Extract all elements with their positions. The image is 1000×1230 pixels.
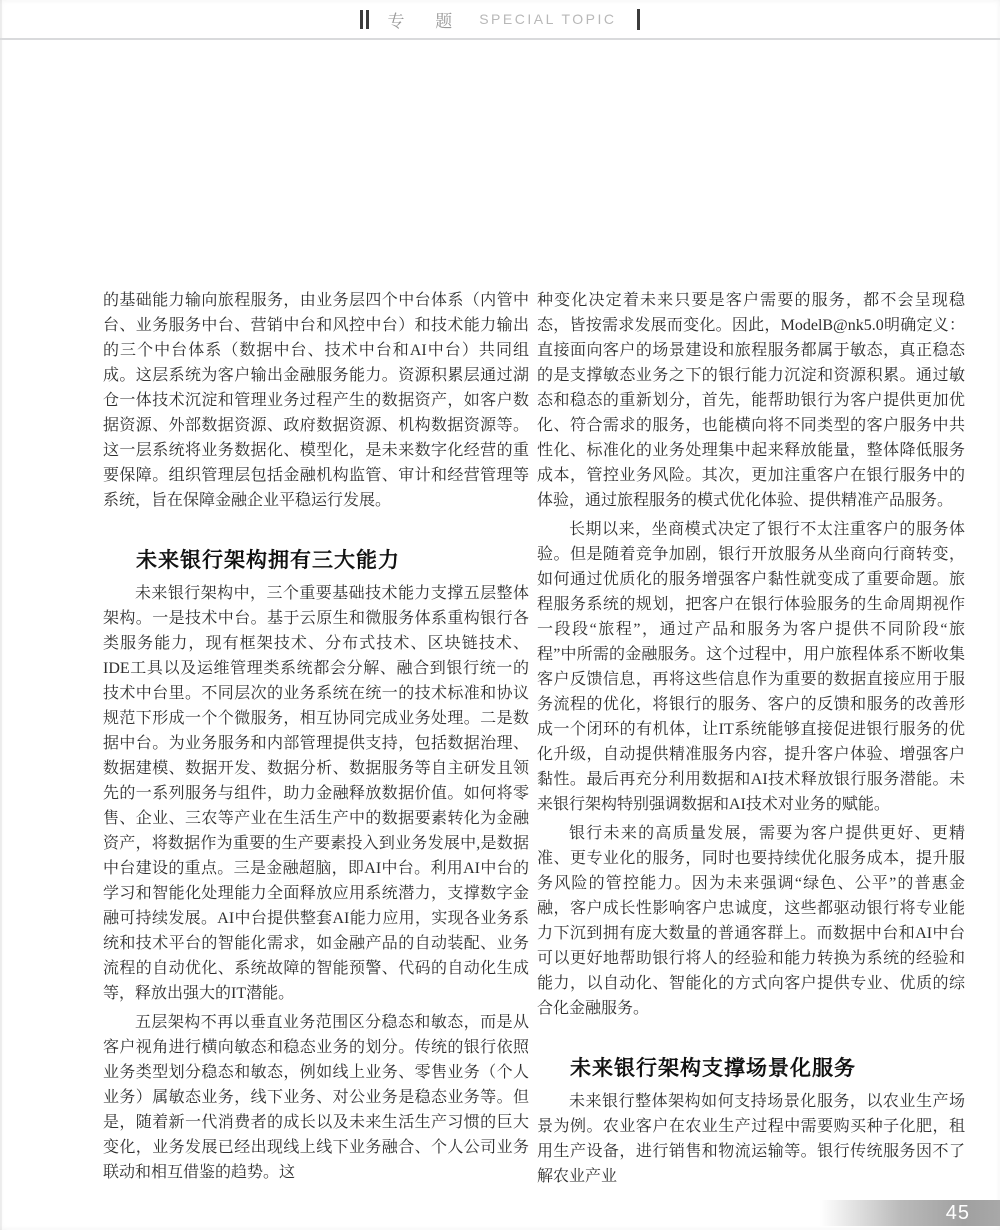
single-bar-icon <box>637 9 640 30</box>
section-heading: 未来银行架构拥有三大能力 <box>136 548 400 572</box>
right-column <box>537 288 965 1193</box>
header-divider <box>0 38 1000 40</box>
section-badge-en: SPECIAL TOPIC <box>479 11 617 27</box>
page-number-bar <box>820 1200 1000 1226</box>
section-badge-cn: 专 题 <box>387 11 466 31</box>
paragraph: 未来银行整体架构如何支持场景化服务，以农业生产场景为例。农业客户在农业生产过程中需要购买种子化肥，租用生产设备，进行销售和物流运输等。银行传统服务因不了解农业产业 <box>537 1093 965 1185</box>
page-header <box>0 6 1000 32</box>
paragraph: 未来银行架构中，三个重要基础技术能力支撑五层整体架构。一是技术中台。基于云原生和微服务体系重构银行各类服务能力，现有框架技术、分布式技术、区块链技术、IDE工具以及运维管理类系统都会分解、融合到银行统一的技术中台里。不同层次的业务系统在统一的技术标准和协议规范下形成一个个微服务，相互协同完成业务处理。二是数据中台。为业务服务和内部管理提供支持，包括数据治理、数据建模、数据开发、数据分析、数据服务等自主研发且领先的一系列服务与组件，助力金融释放数据价值。如何将零售、企业、三农等产业在生活生产中的数据要素转化为金融资产，将数据作为重要的生产要素投入到业务发展中,是数据中台建设的重点。三是金融超脑，即AI中台。利用AI中台的学习和智能化处理能力全面释放应用系统潜力，支撑数字金融可持续发展。AI中台提供整套AI能力应用，实现各业务系统和技术平台的智能化需求，如金融产品的自动装配、业务流程的自动优化、系统故障的智能预警、代码的自动化生成等，释放出强大的IT潜能。 <box>103 585 529 1002</box>
scan-edge <box>0 0 2 1230</box>
paragraph: 种变化决定着未来只要是客户需要的服务，都不会呈现稳态，皆按需求发展而变化。因此，ModelB@nk5.0明确定义：直接面向客户的场景建设和旅程服务都属于敏态，真正稳态的是支撑敏态业务之下的银行能力沉淀和资源积累。通过敏态和稳态的重新划分，首先，能帮助银行为客户提供更加优化、符合需求的服务，也能横向将不同类型的客户服务中共性化、标准化的业务处理集中起来释放能量，整体降低服务成本，管控业务风险。其次，更加注重客户在银行服务中的体验，通过旅程服务的模式优化体验、提供精准产品服务。 <box>537 292 965 509</box>
left-column <box>103 288 529 1189</box>
paragraph: 银行未来的高质量发展，需要为客户提供更好、更精准、更专业化的服务，同时也要持续优化服务成本，提升服务风险的管控能力。因为未来强调“绿色、公平”的普惠金融，客户成长性影响客户忠诚度，这些都驱动银行将专业能力下沉到拥有庞大数量的普通客群上。而数据中台和AI中台可以更好地帮助银行将人的经验和能力转换为系统的经验和能力，以自动化、智能化的方式向客户提供专业、优质的综合化金融服务。 <box>537 825 965 1017</box>
page-number: 45 <box>945 1201 970 1224</box>
section-heading: 未来银行架构支撑场景化服务 <box>570 1056 856 1080</box>
paragraph: 长期以来，坐商模式决定了银行不太注重客户的服务体验。但是随着竞争加剧，银行开放服务从坐商向行商转变，如何通过优质化的服务增强客户黏性就变成了重要命题。旅程服务系统的规划，把客户在银行体验服务的生命周期视作一段段“旅程”，通过产品和服务为客户提供不同阶段“旅程”中所需的金融服务。这个过程中，用户旅程体系不断收集客户反馈信息，再将这些信息作为重要的数据直接应用于服务流程的优化，将银行的服务、客户的反馈和服务的改善形成一个闭环的有机体，让IT系统能够直接促进银行服务的优化升级，自动提供精准服务内容，提升客户体验、增强客户黏性。最后再充分利用数据和AI技术释放银行服务潜能。未来银行架构特别强调数据和AI技术对业务的赋能。 <box>537 521 965 813</box>
double-bar-icon <box>360 10 369 29</box>
paragraph: 的基础能力输向旅程服务，由业务层四个中台体系（内管中台、业务服务中台、营销中台和风控中台）和技术能力输出的三个中台体系（数据中台、技术中台和AI中台）共同组成。这层系统为客户输出金融服务能力。资源积累层通过湖仓一体技术沉淀和管理业务过程产生的数据资产，如客户数据资源、外部数据资源、政府数据资源、机构数据资源等。这一层系统将业务数据化、模型化，是未来数字化经营的重要保障。组织管理层包括金融机构监管、审计和经营管理等系统，旨在保障金融企业平稳运行发展。 <box>103 292 529 509</box>
paragraph: 五层架构不再以垂直业务范围区分稳态和敏态，而是从客户视角进行横向敏态和稳态业务的划分。传统的银行依照业务类型划分稳态和敏态，例如线上业务、零售业务（个人业务）属敏态业务，线下业务、对公业务是稳态业务等。但是，随着新一代消费者的成长以及未来生活生产习惯的巨大变化，业务发展已经出现线上线下业务融合、个人公司业务联动和相互借鉴的趋势。这 <box>103 1014 529 1181</box>
